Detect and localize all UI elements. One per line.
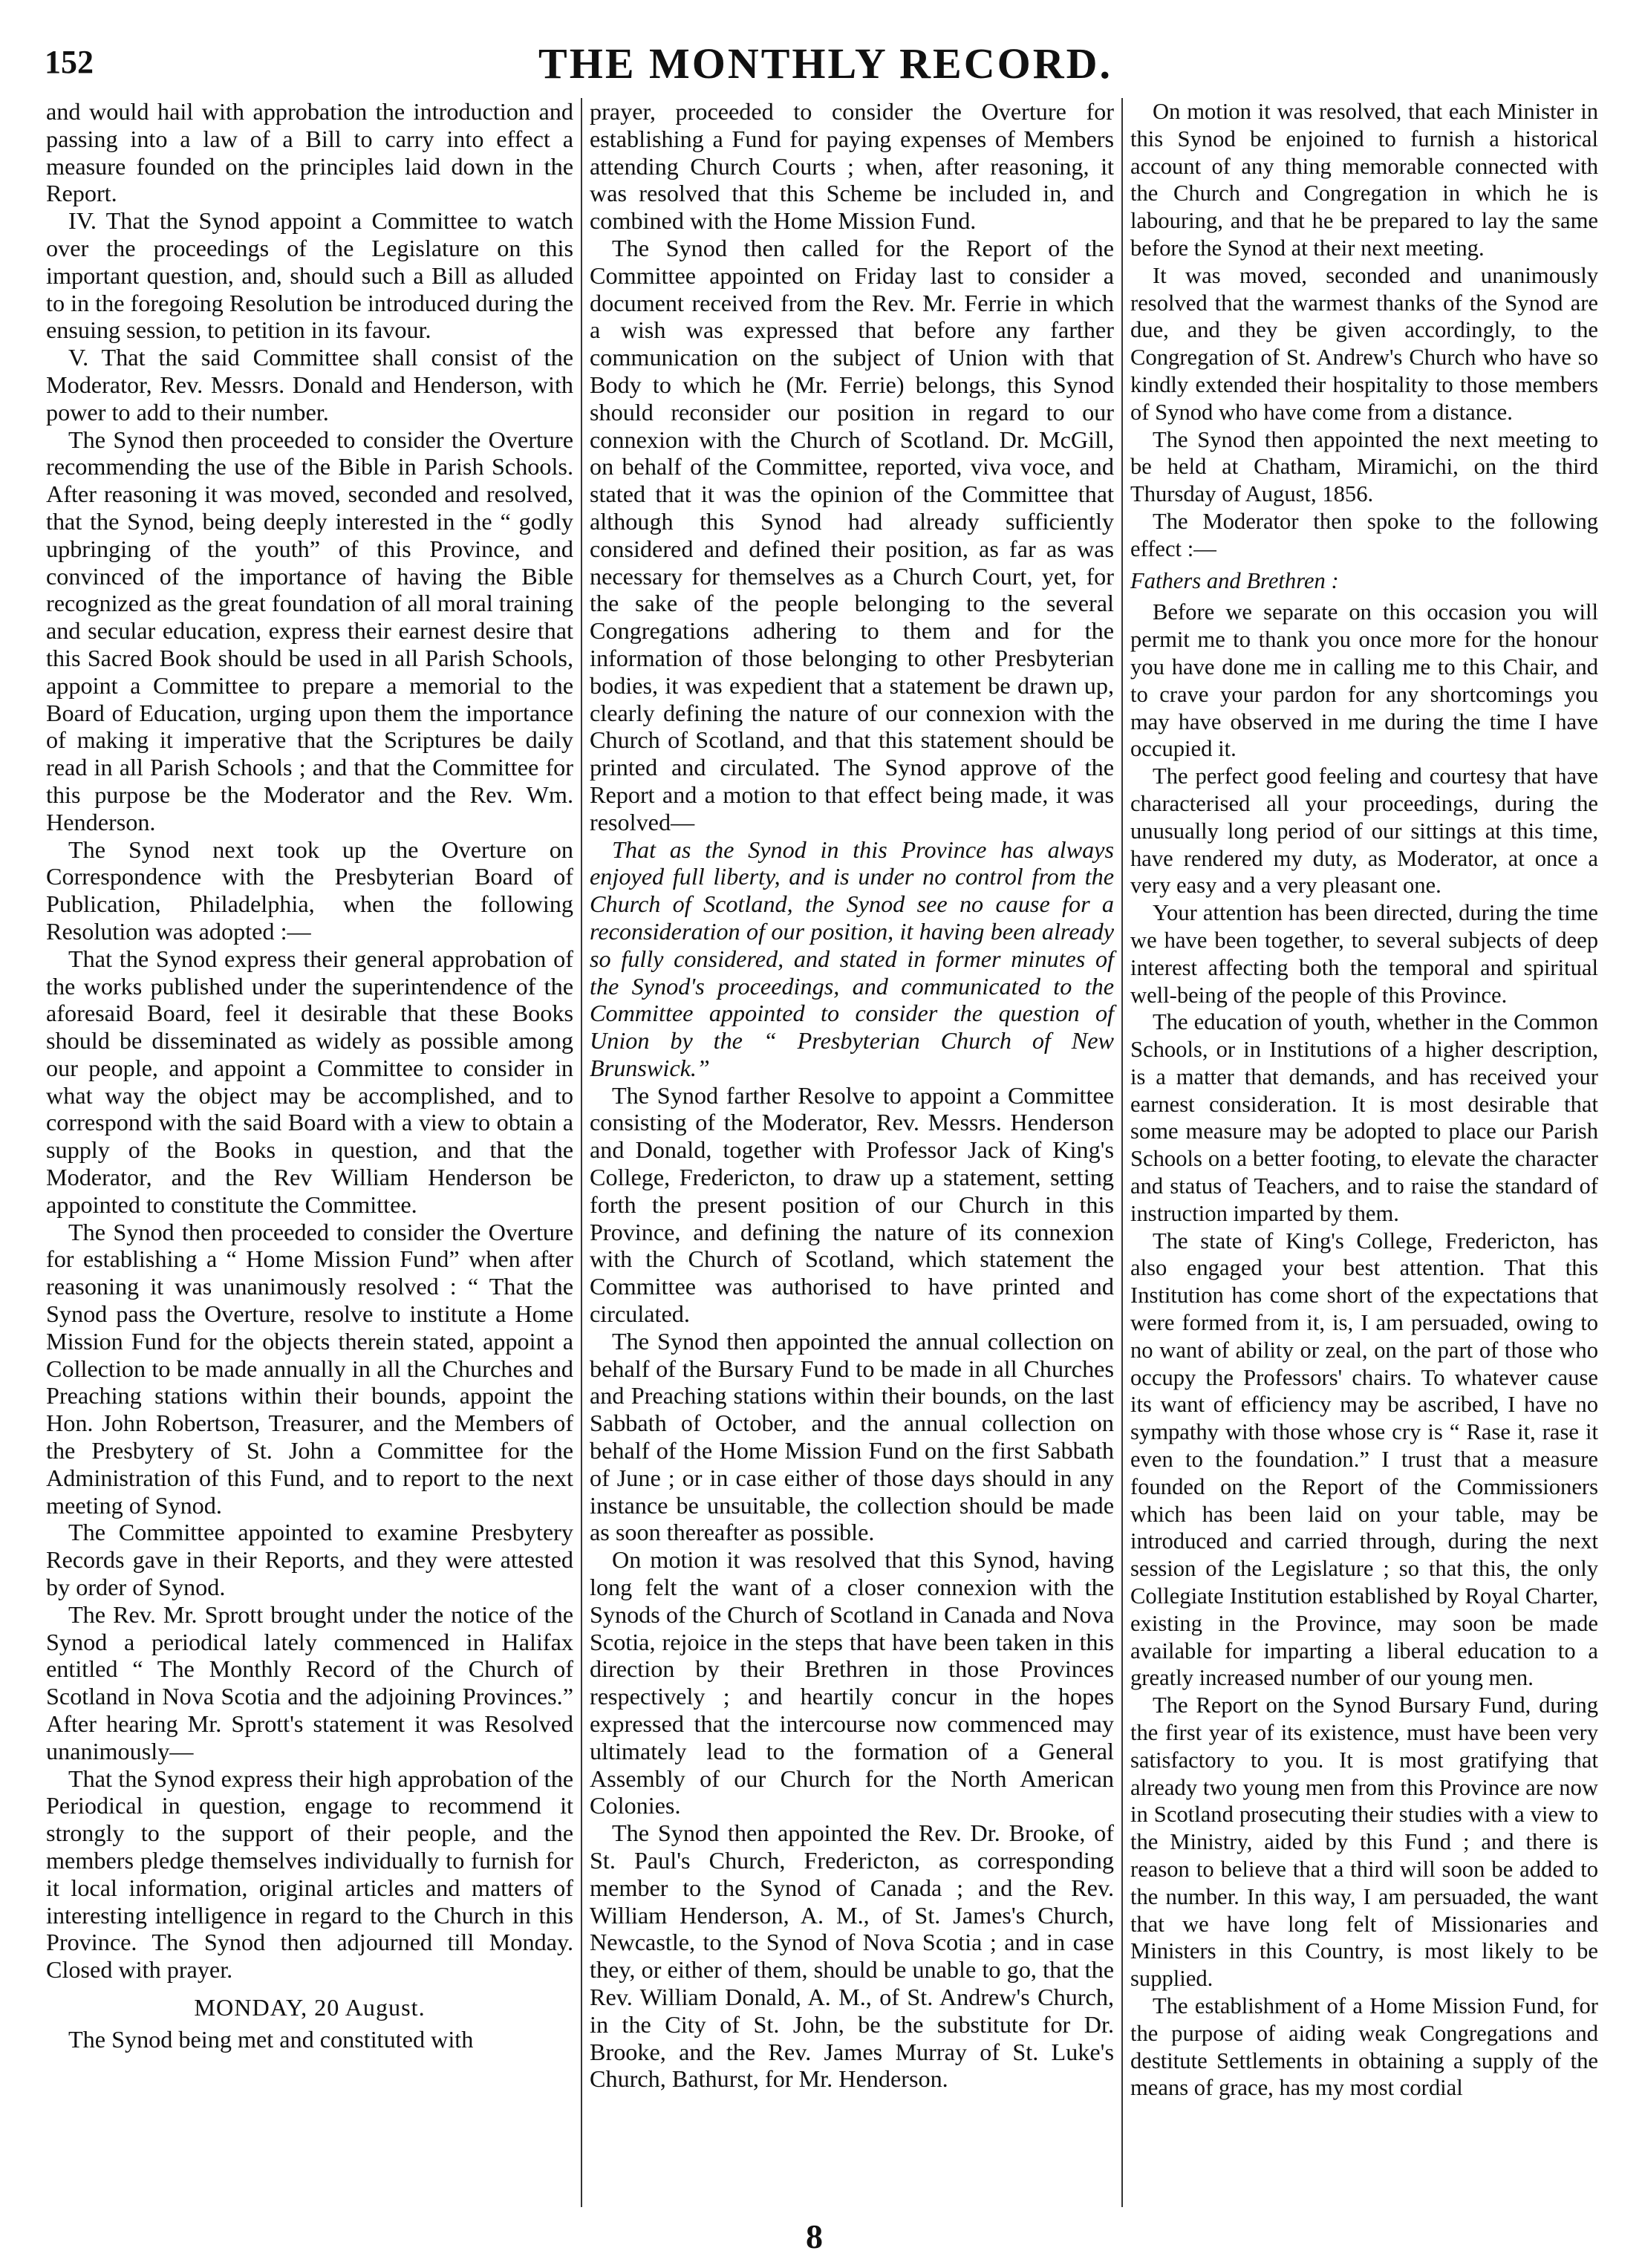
paragraph: The Rev. Mr. Sprott brought under the notice of the Synod a periodical lately commenced in Halifax entitled “ The Monthly Record of the Church of Scotland in Nova Scotia and the adjoining Provinces.” After hearing Mr. Sprott's statement it was Resolved unanimously— bbox=[46, 1600, 573, 1764]
paragraph: The Synod then proceeded to consider the Overture for establishing a “ Home Mission Fund” when after reasoning it was unanimously resolved : “ That the Synod pass the Overture, resolve to institute a Home Mission Fund for the objects therein stated, appoint a Collection to be made annually in all the Churches and Preaching stations within their bounds, appoint the Hon. John Robertson, Treasurer, and the Members of the Presbytery of St. John a Committee for the Administration of this Fund, and to report to the next meeting of Synod. bbox=[46, 1218, 573, 1519]
paragraph: The Synod farther Resolve to appoint a Committee consisting of the Moderator, Rev. Messrs. Henderson and Donald, together with Professor Jack of King's College, Fredericton, to draw up a statement, setting forth the present position of our Church in this Province, and defining the nature of its connexion with the Church of Scotland, which statement the Committee was authorised to have printed and circulated. bbox=[590, 1081, 1114, 1328]
paragraph: It was moved, seconded and unanimously resolved that the warmest thanks of the Synod are due, and they be given accordingly, to the Congregation of St. Andrew's Church who have so kindly extended their hospitality to those members of Synod who have come from a distance. bbox=[1130, 262, 1598, 425]
signature-mark: 8 bbox=[806, 2218, 823, 2255]
paragraph: IV. That the Synod appoint a Committee to watch over the proceedings of the Legislature on this important question, and, should such a Bill as alluded to in the foregoing Resolution be introduced during the ensuing session, to petition in its favour. bbox=[46, 207, 573, 344]
column-1 bbox=[39, 98, 581, 2207]
paragraph: prayer, proceeded to consider the Overture for establishing a Fund for paying expenses of Members attending Church Courts ; when, after reasoning, it was resolved that this Scheme be included in, and combined with the Home Mission Fund. bbox=[590, 98, 1114, 235]
column-3 bbox=[1123, 98, 1606, 2207]
paragraph: The Synod then proceeded to consider the Overture recommending the use of the Bible in Parish Schools. After reasoning it was moved, seconded and resolved, that the Synod, being deeply interested in the “ godly upbringing of the youth” of this Province, and convinced of the importance of having the Bible recognized as the great foundation of all moral training and secular education, express their earnest desire that this Sacred Book should be used in all Parish Schools, appoint a Committee to prepare a memorial to the Board of Education, urging upon them the importance of making it imperative that the Scriptures be daily read in all Parish Schools ; and that the Committee for this purpose be the Moderator and the Rev. Wm. Henderson. bbox=[46, 426, 573, 835]
column-2 bbox=[581, 98, 1123, 2207]
paragraph: V. That the said Committee shall consist of the Moderator, Rev. Messrs. Donald and Henderson, with power to add to their number. bbox=[46, 344, 573, 426]
paragraph: The state of King's College, Fredericton, has also engaged your best attention. That this Institution has come short of the expectations that were formed from it, is, I am persuaded, owing to no want of ability or zeal, on the part of those who occupy the Professors' chairs. To whatever cause its want of efficiency may be ascribed, I have no sympathy with those whose cry is “ Rase it, rase it even to the foundation.” I trust that a measure founded on the Report of the Commissioners which has been laid on your table, may be introduced and carried through, during the next session of the Legislature ; so that this, the only Collegiate Institution established by Royal Charter, existing in the Province, may soon be made available for imparting a liberal education to a greatly increased number of our young men. bbox=[1130, 1228, 1598, 1691]
page-number: 152 bbox=[45, 44, 94, 80]
paragraph: The Moderator then spoke to the following effect :— bbox=[1130, 508, 1598, 561]
dateline: MONDAY, 20 August. bbox=[194, 1993, 426, 2021]
paragraph: The Synod then appointed the Rev. Dr. Brooke, of St. Paul's Church, Fredericton, as corresponding member to the Synod of Canada ; and the Rev. William Henderson, A. M., of St. James's Church, Newcastle, to the Synod of Nova Scotia ; and in case they, or either of them, should be unable to go, that the Rev. William Donald, A. M., of St. Andrew's Church, in the City of St. John, be the substitute for Dr. Brooke, and the Rev. James Murray of St. Luke's Church, Bathurst, for Mr. Henderson. bbox=[590, 1819, 1114, 2093]
paragraph: The Synod then called for the Report of the Committee appointed on Friday last to consider a document received from the Rev. Mr. Ferrie in which a wish was expressed that before any farther communication on the subject of Union with that Body to which he (Mr. Ferrie) belongs, this Synod should reconsider our position in regard to our connexion with the Church of Scotland. Dr. McGill, on behalf of the Committee, reported, viva voce, and stated that it was the opinion of the Committee that although this Synod had already sufficiently considered and defined their position, as far as was necessary for themselves as a Church Court, yet, for the sake of the people belonging to the several Congregations adhering to them and for the information of those belonging to other Presbyterian bodies, it was expedient that a statement be drawn up, clearly defining the nature of our connexion with the Church of Scotland, and that this statement should be printed and circulated. The Synod approve of the Report and a motion to that effect being made, it was resolved— bbox=[590, 234, 1114, 835]
paragraph: Before we separate on this occasion you will permit me to thank you once more for the honour you have done me in calling me to this Chair, and to crave your pardon for any shortcomings you may have observed in me during the time I have occupied it. bbox=[1130, 599, 1598, 762]
paragraph: Your attention has been directed, during the time we have been together, to several subjects of deep interest affecting both the temporal and spiritual well-being of the people of this Province. bbox=[1130, 900, 1598, 1008]
salutation: Fathers and Brethren : bbox=[1130, 567, 1339, 593]
running-title: THE MONTHLY RECORD. bbox=[538, 39, 1112, 88]
paragraph: That the Synod express their general approbation of the works published under the superintendence of the aforesaid Board, feel it desirable that these Books should be disseminated as widely as possible among our people, and appoint a Committee to consider in what way the object may be accomplished, and to correspond with the said Board with a view to obtain a supply of the Books in question, and that the Moderator, and the Rev William Henderson be appointed to constitute the Committee. bbox=[46, 945, 573, 1218]
paragraph: That the Synod express their high approbation of the Periodical in question, engage to recommend it strongly to the support of their people, and the members pledge themselves individually to furnish for it local information, original articles and matters of interesting intelligence in regard to the Church in this Province. The Synod then adjourned till Monday. Closed with prayer. bbox=[46, 1764, 573, 1984]
paragraph: The Report on the Synod Bursary Fund, during the first year of its existence, must have been very satisfactory to you. It is most gratifying that already two young men from this Province are now in Scotland prosecuting their studies with a view to the Ministry, aided by this Fund ; and there is reason to believe that a third will soon be added to the number. In this way, I am persuaded, the want that we have long felt of Missionaries and Ministers in this Country, is most likely to be supplied. bbox=[1130, 1692, 1598, 1992]
paragraph: The Synod then appointed the next meeting to be held at Chatham, Miramichi, on the third Thursday of August, 1856. bbox=[1130, 426, 1598, 507]
paragraph: The perfect good feeling and courtesy that have characterised all your proceedings, during the unusually long period of our sittings at this time, have rendered my duty, as Moderator, at once a very easy and a very pleasant one. bbox=[1130, 763, 1598, 899]
running-header bbox=[39, 39, 1612, 92]
paragraph: On motion it was resolved, that each Minister in this Synod be enjoined to furnish a historical account of any thing memorable connected with the Church and Congregation in which he is labouring, and that he be prepared to lay the same before the Synod at their next meeting. bbox=[1130, 99, 1598, 261]
paragraph: and would hail with approbation the introduction and passing into a law of a Bill to carry into effect a measure founded on the principles laid down in the Report. bbox=[46, 98, 573, 207]
paragraph: The establishment of a Home Mission Fund, for the purpose of aiding weak Congregations and destitute Settlements in obtaining a supply of the means of grace, has my most cordial bbox=[1130, 1992, 1598, 2101]
paragraph: The Synod next took up the Overture on Correspondence with the Presbyterian Board of Publication, Philadelphia, when the following Resolution was adopted :— bbox=[46, 835, 573, 945]
resolution-paragraph: That as the Synod in this Province has always enjoyed full liberty, and is under no control from the Church of Scotland, the Synod see no cause for a reconsideration of our position, it having been already so fully considered, and stated in former minutes of the Synod's proceedings, and communicated to the Committee appointed to consider the question of Union by the “ Presbyterian Church of New Brunswick.” bbox=[590, 835, 1114, 1081]
paragraph: The education of youth, whether in the Common Schools, or in Institutions of a higher description, is a matter that demands, and has received your earnest consideration. It is most desirable that some measure may be adopted to place our Parish Schools on a better footing, to elevate the character and status of Teachers, and to raise the standard of instruction imparted by them. bbox=[1130, 1009, 1598, 1226]
paragraph: The Synod then appointed the annual collection on behalf of the Bursary Fund to be made in all Churches and Preaching stations within their bounds, on the last Sabbath of October, and the annual collection on behalf of the Home Mission Fund on the first Sabbath of June ; or in case either of those days should in any instance be unsuitable, the collection should be made as soon thereafter as possible. bbox=[590, 1327, 1114, 1546]
text-columns bbox=[39, 98, 1606, 2207]
paragraph: The Synod being met and constituted with bbox=[68, 2025, 474, 2053]
paragraph: On motion it was resolved that this Synod, having long felt the want of a closer connexion with the Synods of the Church of Scotland in Canada and Nova Scotia, rejoice in the steps that have been taken in this direction by their Brethren in those Provinces respectively ; and heartily concur in the hopes expressed that the intercourse now commenced may ultimately lead to the formation of a General Assembly of our Church for the North American Colonies. bbox=[590, 1546, 1114, 1819]
paragraph: The Committee appointed to examine Presbytery Records gave in their Reports, and they were attested by order of Synod. bbox=[46, 1519, 573, 1601]
